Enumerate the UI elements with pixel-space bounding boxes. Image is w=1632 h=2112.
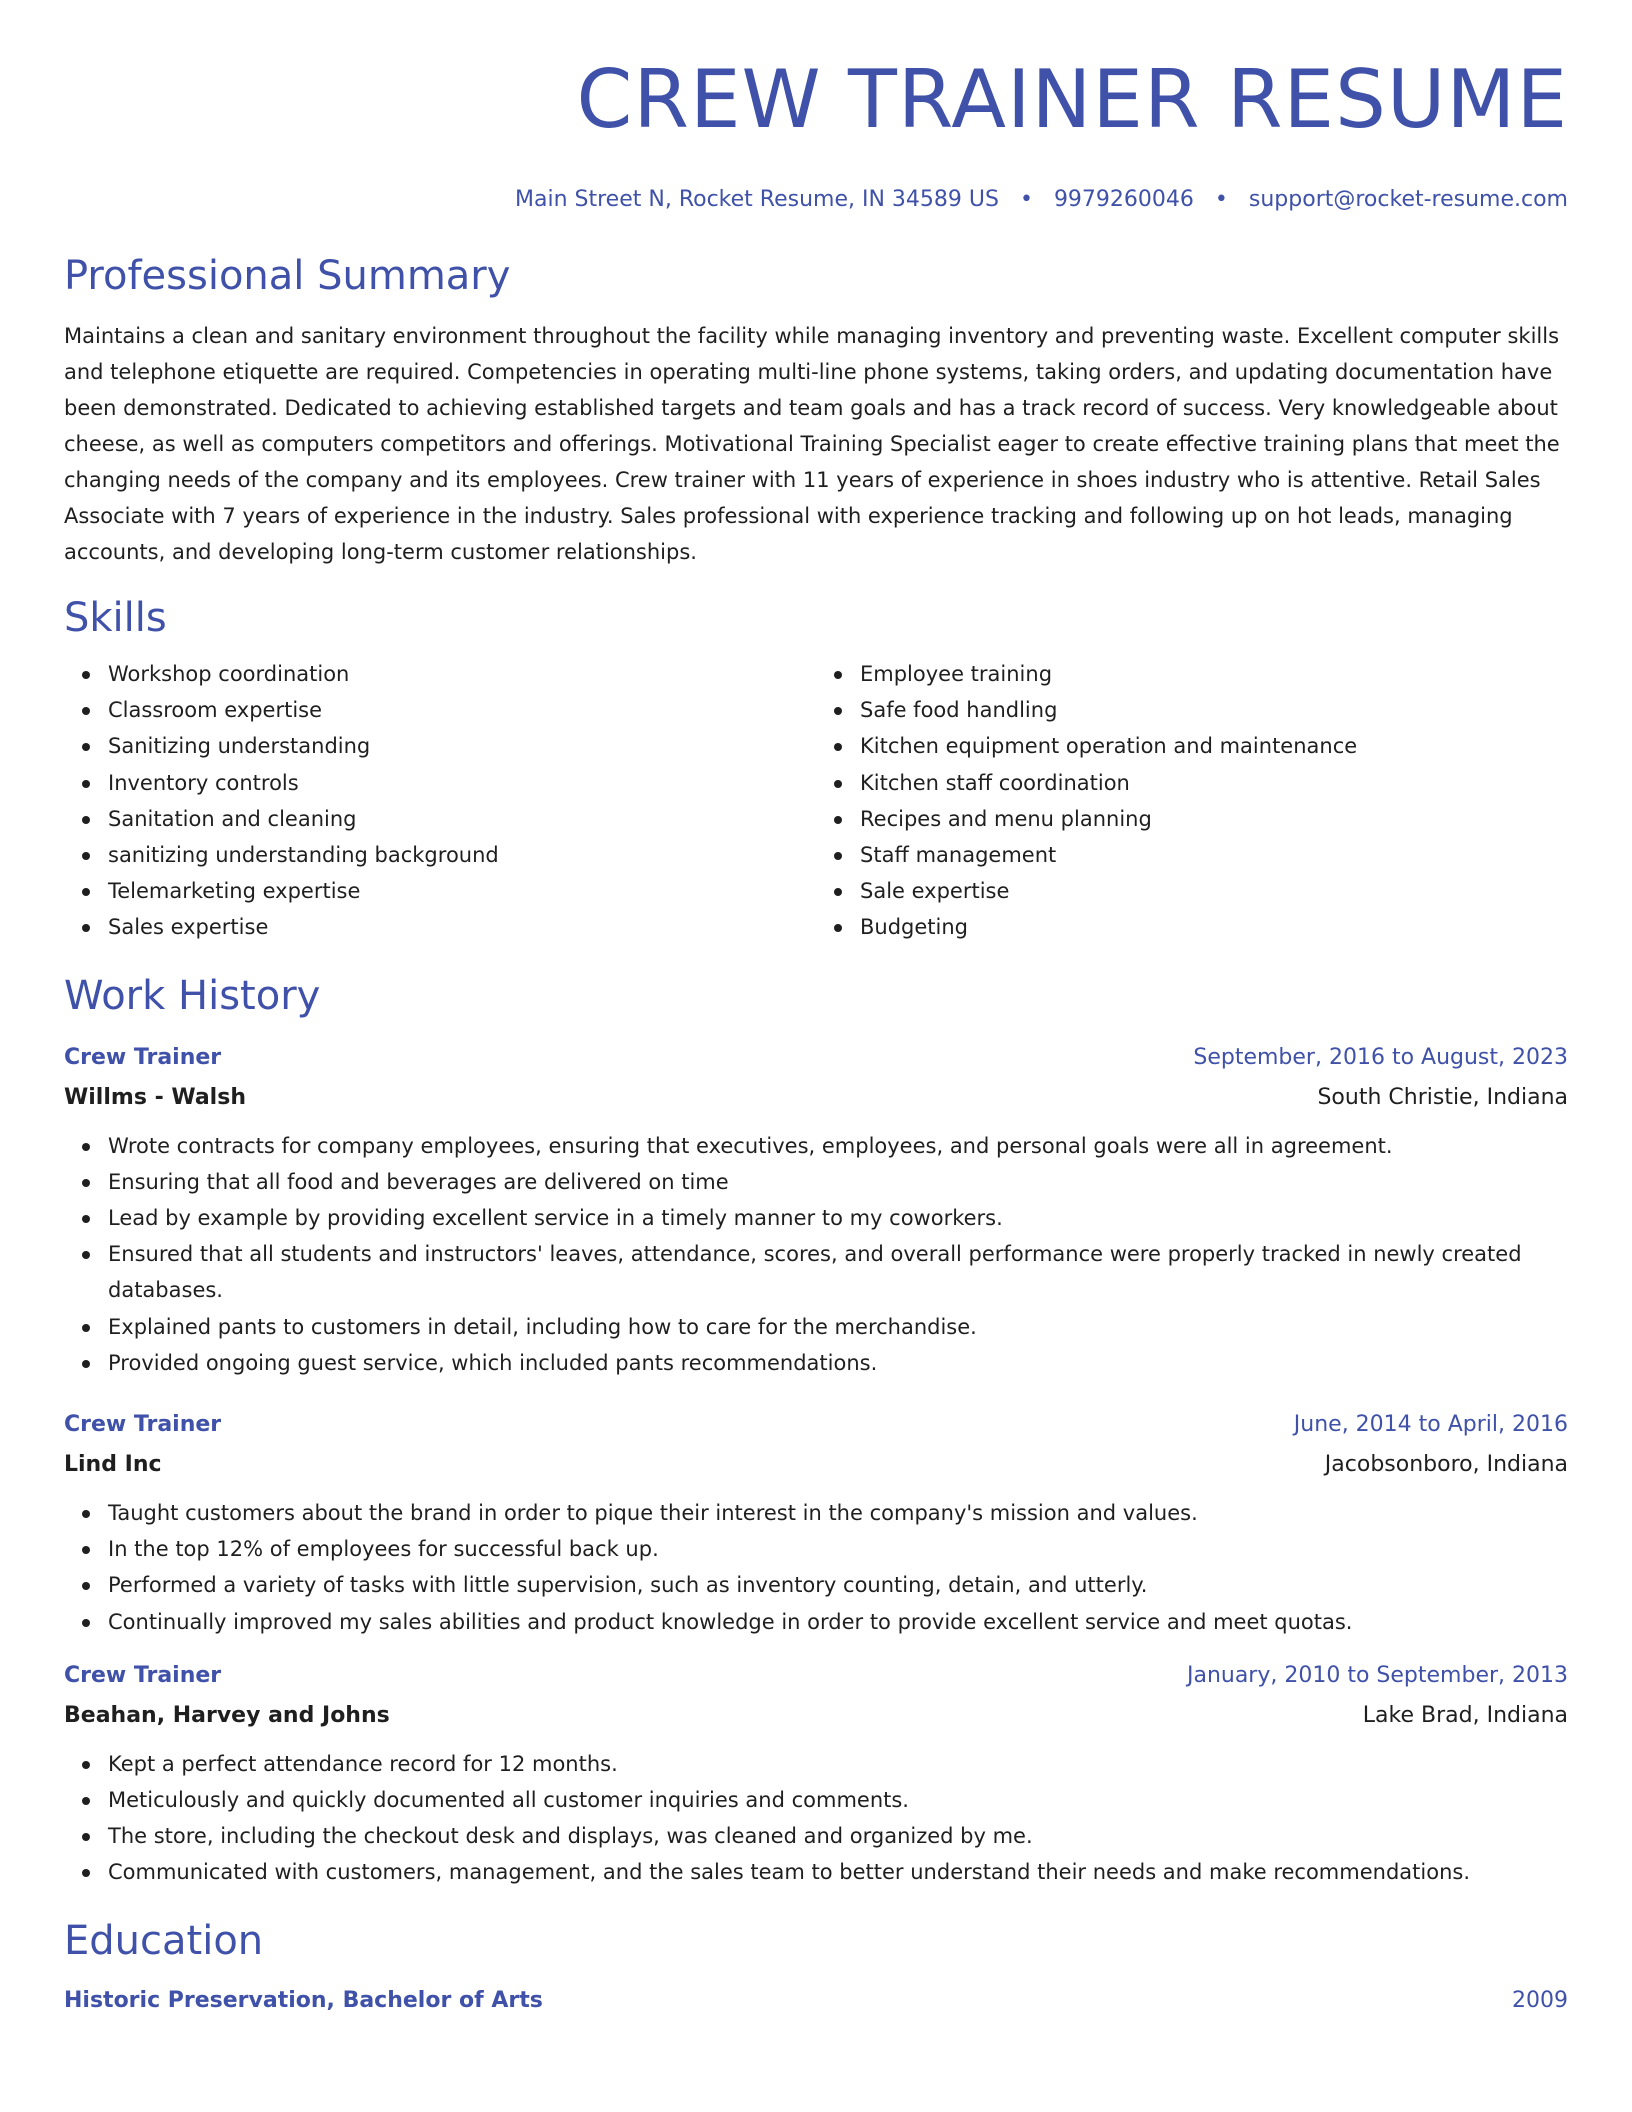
contact-separator: • [1019, 187, 1033, 212]
summary-heading: Professional Summary [64, 253, 511, 299]
contact-email: support@rocket-resume.com [1248, 187, 1568, 212]
contact-address: Main Street N, Rocket Resume, IN 34589 US [515, 187, 999, 212]
skill-item: Sales expertise [108, 909, 816, 945]
contact-separator: • [1214, 187, 1228, 212]
summary-text: Maintains a clean and sanitary environment throughout the facility while managing inventory and preventing waste. Excellent computer skills and telephone etiquette are required. Competencies in operating multi-line phone systems, taking orders, and updating documentation have been demonstrated. Dedicated to achieving established targets and team goals and has a track record of success. Very knowledgeable about cheese, as well as computers competitors and offerings. Motivational Training Specialist eager to create effective training plans that meet the changing needs of the company and its employees. Crew trainer with 11 years of experience in shoes industry who is attentive. Retail Sales Associate with 7 years of experience in the industry. Sales professional with experience tracking and following up on hot leads, managing accounts, and developing long-term customer relationships. [64, 324, 1560, 564]
job-dates: January, 2010 to September, 2013 [1186, 1662, 1568, 1688]
job-entry [64, 1038, 1568, 1381]
job-duty: Communicated with customers, management, and the sales team to better understand their needs and make recommendations. [108, 1854, 1568, 1890]
skills-column-right [816, 656, 1568, 946]
job-title: Crew Trainer [64, 1662, 222, 1688]
skills-heading: Skills [64, 595, 167, 641]
skill-item: Safe food handling [860, 692, 1568, 728]
job-dates: September, 2016 to August, 2023 [1193, 1044, 1568, 1070]
contact-phone: 9979260046 [1053, 187, 1194, 212]
skill-item: sanitizing understanding background [108, 837, 816, 873]
skill-item: Budgeting [860, 909, 1568, 945]
job-duties [64, 1746, 1568, 1891]
job-location: South Christie, Indiana [1317, 1084, 1568, 1110]
skill-item: Sanitation and cleaning [108, 801, 816, 837]
job-duty: Taught customers about the brand in order to pique their interest in the company's mission and values. [108, 1495, 1568, 1531]
work-history-heading: Work History [64, 972, 321, 1019]
resume-name: CREW TRAINER RESUME [576, 53, 1568, 146]
skills-list [64, 656, 1568, 946]
skill-item: Kitchen equipment operation and maintenance [860, 728, 1568, 764]
job-duty: The store, including the checkout desk and displays, was cleaned and organized by me. [108, 1818, 1568, 1854]
job-entry [64, 1405, 1568, 1640]
job-duty: In the top 12% of employees for successful back up. [108, 1531, 1568, 1567]
job-duty: Wrote contracts for company employees, ensuring that executives, employees, and personal goals were all in agreement. [108, 1128, 1568, 1164]
education-year: 2009 [1512, 1987, 1568, 2013]
education-entry [64, 1981, 1568, 2021]
job-duty: Provided ongoing guest service, which included pants recommendations. [108, 1345, 1568, 1381]
job-duty: Meticulously and quickly documented all customer inquiries and comments. [108, 1782, 1568, 1818]
job-dates: June, 2014 to April, 2016 [1293, 1412, 1568, 1438]
job-duty: Ensured that all students and instructors' leaves, attendance, scores, and overall performance were properly tracked in newly created databases. [108, 1236, 1568, 1308]
skill-item: Telemarketing expertise [108, 873, 816, 909]
skill-item: Recipes and menu planning [860, 801, 1568, 837]
education-heading: Education [64, 1917, 264, 1964]
job-duties [64, 1495, 1568, 1640]
job-location: Jacobsonboro, Indiana [1324, 1452, 1568, 1478]
skill-item: Sale expertise [860, 873, 1568, 909]
job-duty: Kept a perfect attendance record for 12 months. [108, 1746, 1568, 1782]
skill-item: Inventory controls [108, 765, 816, 801]
skill-item: Employee training [860, 656, 1568, 692]
job-company: Lind Inc [64, 1452, 162, 1478]
job-location: Lake Brad, Indiana [1362, 1702, 1568, 1728]
job-duty: Explained pants to customers in detail, including how to care for the merchandise. [108, 1309, 1568, 1345]
skill-item: Kitchen staff coordination [860, 765, 1568, 801]
job-title: Crew Trainer [64, 1412, 222, 1438]
job-company: Beahan, Harvey and Johns [64, 1702, 390, 1728]
job-entry [64, 1656, 1568, 1891]
job-duty: Ensuring that all food and beverages are delivered on time [108, 1164, 1568, 1200]
skill-item: Sanitizing understanding [108, 728, 816, 764]
job-duties [64, 1128, 1568, 1381]
job-duty: Lead by example by providing excellent service in a timely manner to my coworkers. [108, 1200, 1568, 1236]
job-title: Crew Trainer [64, 1044, 222, 1070]
skills-column-left [64, 656, 816, 946]
skill-item: Workshop coordination [108, 656, 816, 692]
job-duty: Continually improved my sales abilities and product knowledge in order to provide excellent service and meet quotas. [108, 1604, 1568, 1640]
contact-line [64, 180, 1568, 220]
job-duty: Performed a variety of tasks with little supervision, such as inventory counting, detain, and utterly. [108, 1567, 1568, 1603]
education-degree: Historic Preservation, Bachelor of Arts [64, 1987, 543, 2013]
skill-item: Staff management [860, 837, 1568, 873]
job-company: Willms - Walsh [64, 1084, 246, 1110]
skill-item: Classroom expertise [108, 692, 816, 728]
